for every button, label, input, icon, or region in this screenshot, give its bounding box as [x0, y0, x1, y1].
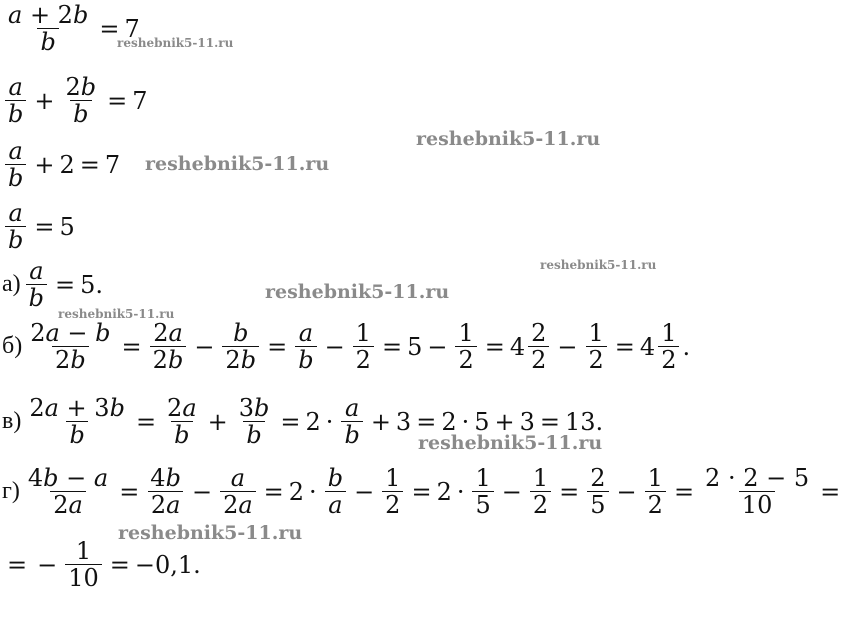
math-text: 5	[59, 212, 75, 241]
denominator: 2a	[148, 491, 184, 518]
math-text: 4	[639, 332, 656, 361]
operator: =	[820, 477, 841, 506]
numerator: b	[327, 464, 344, 492]
numerator: a	[230, 464, 246, 492]
denominator: b	[70, 100, 91, 127]
fraction	[5, 74, 26, 128]
operator: ·	[461, 407, 470, 436]
fraction	[658, 320, 679, 374]
fraction	[164, 395, 200, 449]
operator: =	[7, 550, 28, 579]
fraction	[222, 320, 259, 374]
fraction	[5, 2, 91, 56]
operator: =	[55, 270, 76, 299]
numerator: 2	[590, 464, 606, 492]
fraction	[325, 465, 346, 519]
fraction	[65, 538, 102, 592]
operator: −	[194, 332, 215, 361]
operator: =	[79, 150, 100, 179]
fraction	[353, 320, 374, 374]
item-label: а)	[2, 271, 21, 298]
denominator: b	[5, 226, 26, 253]
fraction	[530, 465, 551, 519]
denominator: 10	[65, 564, 102, 591]
operator: =	[559, 477, 580, 506]
fraction	[62, 74, 99, 128]
math-text: 7	[104, 150, 121, 179]
numerator: 4b − a	[27, 464, 109, 492]
fraction	[26, 258, 47, 312]
operator: +	[207, 407, 228, 436]
operator: =	[411, 477, 432, 506]
equation-line2	[2, 74, 148, 128]
denominator: b	[66, 421, 87, 448]
math-text: 2	[436, 477, 452, 506]
fraction	[5, 200, 26, 254]
watermark: reshebnik5-11.ru	[418, 432, 603, 454]
numerator: a	[8, 73, 23, 101]
operator: ·	[309, 477, 317, 506]
numerator: 2a	[167, 394, 197, 422]
denominator: 5	[472, 491, 493, 518]
numerator: a	[344, 394, 360, 422]
fraction	[645, 465, 666, 519]
denominator: b	[243, 421, 264, 448]
numerator: a	[8, 137, 23, 165]
math-text: .	[682, 332, 691, 361]
fraction	[587, 465, 608, 519]
item-label: б)	[2, 333, 23, 360]
numerator: 4b	[150, 464, 181, 492]
math-text: 4	[509, 332, 526, 361]
operator: =	[107, 86, 128, 115]
numerator: 2 · 2 − 5	[705, 464, 810, 492]
numerator: 1	[385, 464, 401, 492]
math-text: 5.	[80, 270, 104, 299]
equation-line-a	[2, 258, 103, 312]
numerator: 1	[661, 319, 677, 347]
denominator: 2b	[150, 346, 187, 373]
fraction	[27, 320, 113, 374]
operator: =	[34, 212, 55, 241]
fraction	[455, 320, 476, 374]
fraction	[26, 395, 128, 449]
numerator: 1	[532, 464, 549, 492]
operator: =	[267, 332, 288, 361]
math-text: 2	[288, 477, 305, 506]
numerator: 1	[475, 464, 491, 492]
numerator: a	[8, 199, 23, 227]
numerator: 1	[355, 319, 371, 347]
operator: =	[99, 14, 120, 43]
denominator: 2	[658, 346, 679, 373]
denominator: 2a	[220, 491, 256, 518]
numerator: a + 2b	[8, 1, 89, 29]
watermark: reshebnik5-11.ru	[416, 128, 601, 150]
denominator: 2	[586, 346, 607, 373]
operator: −	[557, 332, 578, 361]
operator: =	[484, 332, 505, 361]
denominator: 2b	[222, 346, 259, 373]
denominator: b	[5, 164, 26, 191]
operator: +	[370, 407, 391, 436]
operator: =	[135, 407, 157, 436]
math-text: 3	[519, 407, 535, 436]
denominator: 2a	[50, 491, 86, 518]
fraction	[586, 320, 607, 374]
numerator: 1	[458, 319, 474, 347]
denominator: b	[295, 346, 316, 373]
operator: −	[427, 332, 448, 361]
math-text: 2	[441, 407, 457, 436]
operator: −	[191, 477, 213, 506]
numerator: 2a + 3b	[29, 394, 125, 422]
operator: =	[673, 477, 695, 506]
operator: =	[280, 407, 301, 436]
numerator: 2	[531, 319, 547, 347]
numerator: 1	[75, 537, 92, 565]
fraction	[341, 395, 362, 449]
math-text: 13.	[565, 407, 604, 436]
operator: =	[109, 550, 130, 579]
operator: −	[324, 332, 345, 361]
denominator: 2	[530, 491, 551, 518]
denominator: 2	[353, 346, 374, 373]
numerator: a	[29, 257, 44, 285]
watermark: reshebnik5-11.ru	[58, 307, 175, 321]
denominator: b	[171, 421, 192, 448]
math-text: 2	[305, 407, 321, 436]
math-text: 7	[124, 14, 140, 43]
denominator: b	[26, 284, 47, 311]
denominator: b	[5, 100, 26, 127]
equation-line-b	[2, 320, 690, 374]
operator: −	[616, 477, 637, 506]
fraction	[147, 465, 184, 519]
operator: +	[34, 150, 55, 179]
operator: −	[37, 550, 58, 579]
watermark: reshebnik5-11.ru	[118, 522, 303, 544]
fraction	[25, 465, 111, 519]
numerator: 1	[588, 319, 604, 347]
watermark: reshebnik5-11.ru	[117, 36, 234, 50]
fraction	[382, 465, 403, 519]
operator: ·	[325, 407, 334, 436]
operator: =	[119, 477, 140, 506]
fraction	[295, 320, 316, 374]
math-text: −0,1.	[134, 550, 201, 579]
denominator: b	[341, 421, 362, 448]
numerator: 2b	[65, 73, 97, 101]
denominator: 2b	[52, 346, 89, 373]
equation-line-g	[2, 465, 845, 519]
math-text: 2	[59, 150, 75, 179]
watermark: reshebnik5-11.ru	[265, 281, 450, 303]
fraction	[702, 465, 812, 519]
math-text: 3	[395, 407, 412, 436]
denominator: b	[37, 28, 58, 55]
operator: +	[494, 407, 515, 436]
fraction	[236, 395, 273, 449]
operator: =	[416, 407, 437, 436]
numerator: 1	[647, 464, 663, 492]
numerator: b	[233, 319, 249, 347]
denominator: 5	[587, 491, 608, 518]
numerator: 3b	[238, 394, 270, 422]
operator: =	[121, 332, 142, 361]
operator: +	[34, 86, 55, 115]
denominator: 2	[455, 346, 476, 373]
equation-line4	[2, 200, 75, 254]
equation-line3	[2, 138, 120, 192]
numerator: 2a − b	[30, 319, 111, 347]
watermark: reshebnik5-11.ru	[540, 258, 657, 272]
denominator: 2	[382, 491, 403, 518]
fraction	[472, 465, 493, 519]
math-text: 5	[407, 332, 423, 361]
denominator: 2	[528, 346, 549, 373]
denominator: a	[325, 491, 345, 518]
denominator: 2	[645, 491, 666, 518]
item-label: г)	[2, 478, 20, 505]
fraction	[5, 138, 26, 192]
math-text: 5	[474, 407, 490, 436]
operator: =	[539, 407, 561, 436]
watermark: reshebnik5-11.ru	[145, 153, 330, 175]
math-text: 7	[132, 86, 148, 115]
operator: ·	[456, 477, 465, 506]
fraction	[528, 320, 549, 374]
numerator: a	[298, 319, 314, 347]
fraction	[150, 320, 187, 374]
operator: −	[354, 477, 375, 506]
fraction	[220, 465, 256, 519]
equation-line-g2	[2, 538, 201, 592]
item-label: в)	[2, 408, 22, 435]
operator: =	[381, 332, 403, 361]
numerator: 2a	[153, 319, 183, 347]
operator: =	[614, 332, 635, 361]
denominator: 10	[739, 491, 776, 518]
operator: =	[263, 477, 284, 506]
operator: −	[501, 477, 522, 506]
